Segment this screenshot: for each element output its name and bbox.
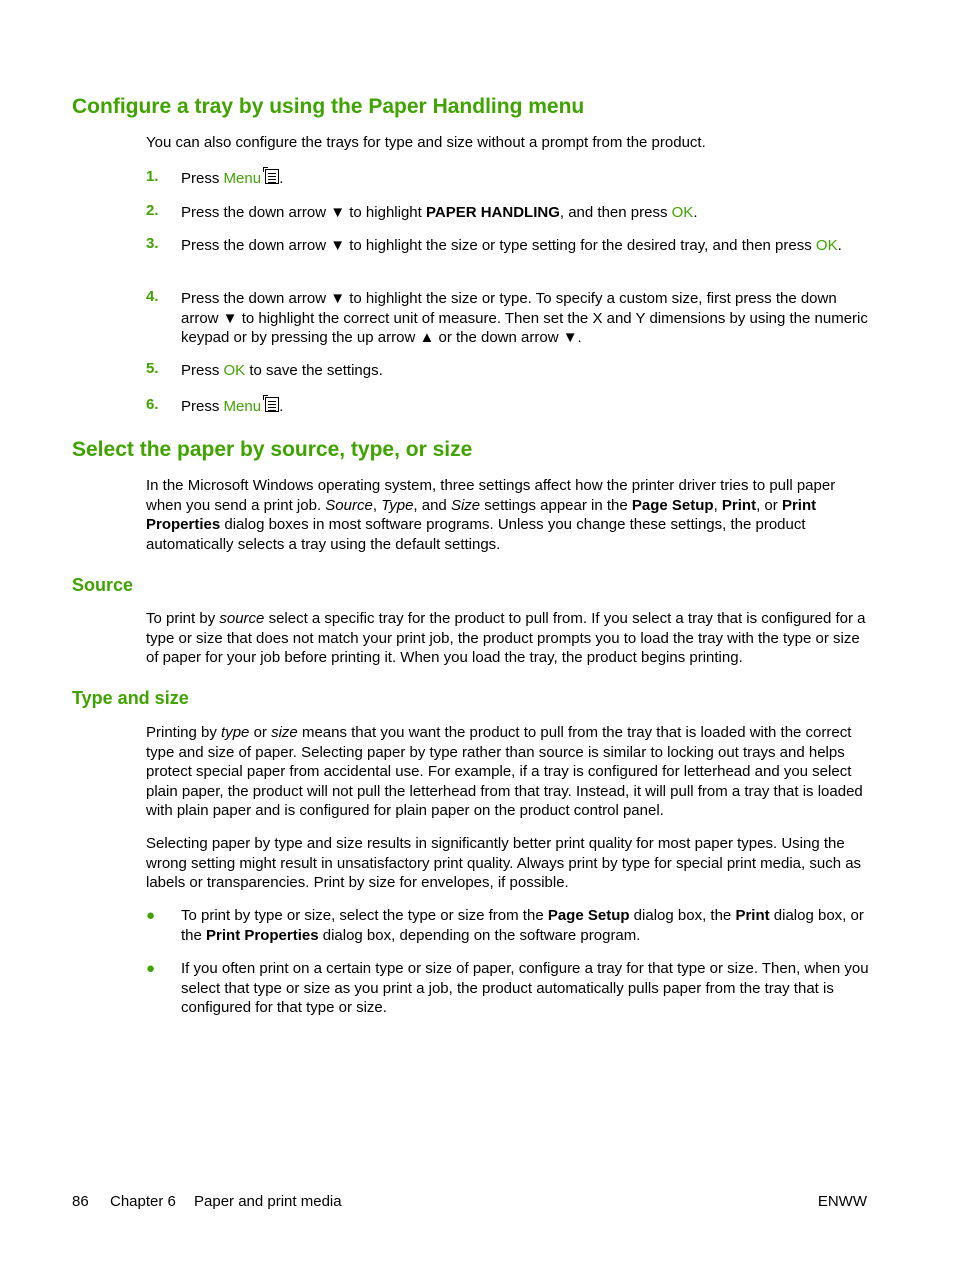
step-text: Press Menu . xyxy=(181,170,284,187)
source-paragraph: To print by source select a specific tray for the product to pull from. If you select a tray that is configured for a type or size that does not match your print job, the product prompts you to load the tray with the type or size of paper for your job before printing it. When you load the tray, the product begins printing. xyxy=(146,610,866,666)
menu-button-label: Menu xyxy=(223,398,262,415)
type-size-paragraph-1: Printing by type or size means that you want the product to pull from the tray that is loaded with the correct type and size of paper. Selecting paper by type rather than source is similar to locking out trays and helps protect special paper from accidental use. For example, if a tray is configured for letterhead and you select plain paper, the product will not pull the letterhead from that tray. Instead, it will pull from a tray that is loaded with plain paper and is configured for plain paper on the product control panel. xyxy=(146,724,863,819)
section-heading-configure-tray: Configure a tray by using the Paper Handling menu xyxy=(72,95,585,118)
bullet-text: If you often print on a certain type or size of paper, configure a tray for that type or size. Then, when you select that type or size as you print a job, the product automatically pulls paper from the tray that is configured for that type or size. xyxy=(181,960,869,1016)
page-number: 86 xyxy=(72,1193,89,1210)
step-number: 4. xyxy=(146,288,159,305)
step-number: 2. xyxy=(146,202,159,219)
intro-paragraph: You can also configure the trays for type and size without a prompt from the product. xyxy=(146,134,706,151)
bullet-icon: ● xyxy=(146,960,156,977)
step-number: 3. xyxy=(146,235,159,252)
ok-button-label: OK xyxy=(223,362,246,379)
type-size-paragraph-2: Selecting paper by type and size results in significantly better print quality for most paper types. Using the wrong setting might result in unsatisfactory print quality. Always print by type for special print media, such as labels or transparencies. Print by size for envelopes, if possible. xyxy=(146,835,862,891)
subheading-source: Source xyxy=(72,575,134,595)
section-heading-select-paper: Select the paper by source, type, or size xyxy=(72,438,473,461)
step-number: 5. xyxy=(146,360,159,377)
footer-chapter-title: Paper and print media xyxy=(194,1193,342,1210)
step-text: Press OK to save the settings. xyxy=(181,362,383,379)
step-text: Press the down arrow ▼ to highlight the size or type. To specify a custom size, first press the down arrow ▼ to highlight the correct unit of measure. Then set the X and Y dimensions by using the numeric keypad or by pressing the up arrow ▲ or the down arrow ▼. xyxy=(181,290,868,346)
footer-right-label: ENWW xyxy=(817,1193,867,1210)
menu-icon xyxy=(265,397,279,412)
bullet-text: To print by type or size, select the type or size from the Page Setup dialog box, the Print dialog box, or the Print Properties dialog box, depending on the software program. xyxy=(181,907,864,944)
step-text: Press Menu . xyxy=(181,398,284,415)
menu-icon xyxy=(265,169,279,184)
step-text: Press the down arrow ▼ to highlight PAPER HANDLING, and then press OK. xyxy=(181,204,698,221)
step-text: Press the down arrow ▼ to highlight the size or type setting for the desired tray, and then press OK. xyxy=(181,237,842,254)
bullet-icon: ● xyxy=(146,907,156,924)
footer-chapter: Chapter 6 xyxy=(110,1193,176,1210)
subheading-type-and-size: Type and size xyxy=(72,688,189,708)
menu-button-label: Menu xyxy=(223,170,262,187)
ok-button-label: OK xyxy=(815,237,838,254)
step-number: 1. xyxy=(146,168,159,185)
ok-button-label: OK xyxy=(671,204,694,221)
windows-settings-paragraph: In the Microsoft Windows operating system, three settings affect how the printer driver tries to pull paper when you send a print job. Source, Type, and Size settings appear in the Page Setup, Print, or Print Properties dialog boxes in most software programs. Unless you change these settings, the product automatically selects a tray using the default settings. xyxy=(146,477,836,553)
step-number: 6. xyxy=(146,396,159,413)
